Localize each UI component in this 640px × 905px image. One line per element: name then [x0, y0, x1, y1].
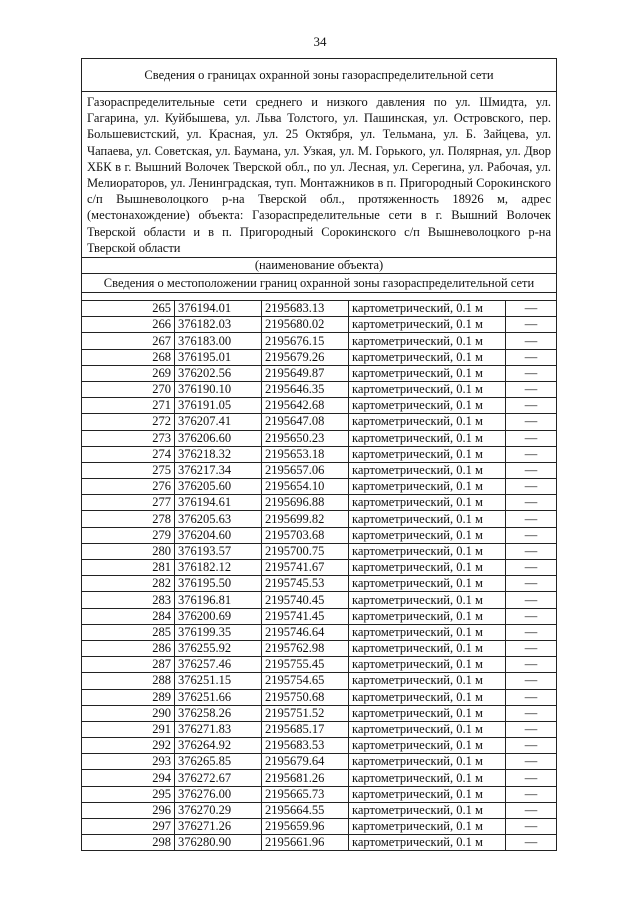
point-number-cell: 277: [82, 495, 175, 511]
note-cell: —: [506, 365, 557, 381]
y-coordinate-cell: 2195683.13: [262, 301, 349, 317]
table-row: [82, 624, 556, 640]
document-frame: [81, 58, 557, 851]
method-cell: картометрический, 0.1 м: [349, 495, 506, 511]
table-row: [82, 462, 556, 478]
method-cell: картометрический, 0.1 м: [349, 462, 506, 478]
y-coordinate-cell: 2195676.15: [262, 333, 349, 349]
point-number-cell: 282: [82, 576, 175, 592]
y-coordinate-cell: 2195746.64: [262, 624, 349, 640]
table-row: [82, 349, 556, 365]
point-number-cell: 278: [82, 511, 175, 527]
note-cell: —: [506, 576, 557, 592]
note-cell: —: [506, 446, 557, 462]
y-coordinate-cell: 2195762.98: [262, 640, 349, 656]
point-number-cell: 279: [82, 527, 175, 543]
point-number-cell: 272: [82, 414, 175, 430]
note-cell: —: [506, 560, 557, 576]
note-cell: —: [506, 511, 557, 527]
table-row: [82, 365, 556, 381]
method-cell: картометрический, 0.1 м: [349, 446, 506, 462]
point-number-cell: 292: [82, 738, 175, 754]
x-coordinate-cell: 376251.66: [175, 689, 262, 705]
point-number-cell: 266: [82, 317, 175, 333]
y-coordinate-cell: 2195646.35: [262, 381, 349, 397]
y-coordinate-cell: 2195649.87: [262, 365, 349, 381]
method-cell: картометрический, 0.1 м: [349, 511, 506, 527]
y-coordinate-cell: 2195647.08: [262, 414, 349, 430]
method-cell: картометрический, 0.1 м: [349, 349, 506, 365]
x-coordinate-cell: 376199.35: [175, 624, 262, 640]
point-number-cell: 273: [82, 430, 175, 446]
note-cell: —: [506, 381, 557, 397]
note-cell: —: [506, 640, 557, 656]
note-cell: —: [506, 689, 557, 705]
table-row: [82, 640, 556, 656]
y-coordinate-cell: 2195679.26: [262, 349, 349, 365]
table-row: [82, 560, 556, 576]
point-number-cell: 296: [82, 802, 175, 818]
x-coordinate-cell: 376270.29: [175, 802, 262, 818]
point-number-cell: 281: [82, 560, 175, 576]
method-cell: картометрический, 0.1 м: [349, 689, 506, 705]
point-number-cell: 269: [82, 365, 175, 381]
note-cell: —: [506, 592, 557, 608]
y-coordinate-cell: 2195657.06: [262, 462, 349, 478]
table-row: [82, 414, 556, 430]
note-cell: —: [506, 770, 557, 786]
y-coordinate-cell: 2195661.96: [262, 835, 349, 851]
y-coordinate-cell: 2195699.82: [262, 511, 349, 527]
page-number: 34: [313, 34, 327, 49]
table-row: [82, 786, 556, 802]
table-row: [82, 738, 556, 754]
table-row: [82, 430, 556, 446]
x-coordinate-cell: 376194.01: [175, 301, 262, 317]
method-cell: картометрический, 0.1 м: [349, 624, 506, 640]
y-coordinate-cell: 2195700.75: [262, 543, 349, 559]
point-number-cell: 267: [82, 333, 175, 349]
x-coordinate-cell: 376182.12: [175, 560, 262, 576]
table-row: [82, 770, 556, 786]
note-cell: —: [506, 527, 557, 543]
method-cell: картометрический, 0.1 м: [349, 592, 506, 608]
x-coordinate-cell: 376200.69: [175, 608, 262, 624]
x-coordinate-cell: 376257.46: [175, 657, 262, 673]
x-coordinate-cell: 376271.26: [175, 819, 262, 835]
object-description: Газораспределительные сети среднего и низкого давления по ул. Шмидта, ул. Гагарина, ул. Куйбышева, ул. Льва Толстого, ул. Пашинская, ул. Островского, пер. Большевистский, ул. Красная, ул. 25 Октября, ул. Тельмана, ул. Б. Зайцева, ул. Чапаева, ул. Советская, ул. Баумана, ул. Узкая, ул. М. Горького, ул. Полярная, ул. Двор ХБК в г. Вышний Волочек Тверской обл., по ул. Лесная, ул. Серегина, ул. Рабочая, ул. Мелиораторов, ул. Ленинградская, туп. Монтажников в п. Пригородный Сорокинского с/п Вышневолоцкого р-на Тверской обл., протяженность 18926 м, адрес (местонахождение) объекта: Газораспределительные сети в г. Вышний Волочек Тверской области и в п. Пригородный Сорокинского с/п Вышневолоцкого р-на Тверской области: [82, 92, 556, 258]
method-cell: картометрический, 0.1 м: [349, 640, 506, 656]
method-cell: картометрический, 0.1 м: [349, 608, 506, 624]
method-cell: картометрический, 0.1 м: [349, 770, 506, 786]
table-row: [82, 576, 556, 592]
x-coordinate-cell: 376280.90: [175, 835, 262, 851]
y-coordinate-cell: 2195683.53: [262, 738, 349, 754]
note-cell: —: [506, 802, 557, 818]
note-cell: —: [506, 657, 557, 673]
method-cell: картометрический, 0.1 м: [349, 381, 506, 397]
point-number-cell: 285: [82, 624, 175, 640]
table-row: [82, 301, 556, 317]
point-number-cell: 283: [82, 592, 175, 608]
note-cell: —: [506, 479, 557, 495]
y-coordinate-cell: 2195664.55: [262, 802, 349, 818]
table-row: [82, 592, 556, 608]
note-cell: —: [506, 705, 557, 721]
note-cell: —: [506, 819, 557, 835]
table-row: [82, 802, 556, 818]
y-coordinate-cell: 2195679.64: [262, 754, 349, 770]
point-number-cell: 284: [82, 608, 175, 624]
note-cell: —: [506, 786, 557, 802]
method-cell: картометрический, 0.1 м: [349, 738, 506, 754]
table-row: [82, 543, 556, 559]
table-row: [82, 527, 556, 543]
x-coordinate-cell: 376202.56: [175, 365, 262, 381]
note-cell: —: [506, 543, 557, 559]
point-number-cell: 286: [82, 640, 175, 656]
point-number-cell: 268: [82, 349, 175, 365]
point-number-cell: 298: [82, 835, 175, 851]
coordinates-table: [82, 301, 556, 850]
y-coordinate-cell: 2195685.17: [262, 721, 349, 737]
point-number-cell: 293: [82, 754, 175, 770]
table-row: [82, 819, 556, 835]
x-coordinate-cell: 376251.15: [175, 673, 262, 689]
method-cell: картометрический, 0.1 м: [349, 754, 506, 770]
method-cell: картометрический, 0.1 м: [349, 317, 506, 333]
y-coordinate-cell: 2195665.73: [262, 786, 349, 802]
note-cell: —: [506, 495, 557, 511]
note-cell: —: [506, 349, 557, 365]
x-coordinate-cell: 376217.34: [175, 462, 262, 478]
x-coordinate-cell: 376272.67: [175, 770, 262, 786]
x-coordinate-cell: 376218.32: [175, 446, 262, 462]
y-coordinate-cell: 2195741.45: [262, 608, 349, 624]
x-coordinate-cell: 376276.00: [175, 786, 262, 802]
point-number-cell: 274: [82, 446, 175, 462]
table-row: [82, 673, 556, 689]
table-row: [82, 689, 556, 705]
table-row: [82, 657, 556, 673]
table-row: [82, 333, 556, 349]
point-number-cell: 288: [82, 673, 175, 689]
table-row: [82, 317, 556, 333]
method-cell: картометрический, 0.1 м: [349, 673, 506, 689]
x-coordinate-cell: 376264.92: [175, 738, 262, 754]
note-cell: —: [506, 721, 557, 737]
table-row: [82, 495, 556, 511]
x-coordinate-cell: 376204.60: [175, 527, 262, 543]
y-coordinate-cell: 2195681.26: [262, 770, 349, 786]
x-coordinate-cell: 376190.10: [175, 381, 262, 397]
method-cell: картометрический, 0.1 м: [349, 657, 506, 673]
object-caption: (наименование объекта): [82, 258, 556, 274]
y-coordinate-cell: 2195741.67: [262, 560, 349, 576]
y-coordinate-cell: 2195696.88: [262, 495, 349, 511]
table-row: [82, 721, 556, 737]
x-coordinate-cell: 376191.05: [175, 398, 262, 414]
point-number-cell: 294: [82, 770, 175, 786]
y-coordinate-cell: 2195750.68: [262, 689, 349, 705]
method-cell: картометрический, 0.1 м: [349, 576, 506, 592]
y-coordinate-cell: 2195654.10: [262, 479, 349, 495]
point-number-cell: 297: [82, 819, 175, 835]
y-coordinate-cell: 2195653.18: [262, 446, 349, 462]
x-coordinate-cell: 376207.41: [175, 414, 262, 430]
note-cell: —: [506, 462, 557, 478]
table-row: [82, 446, 556, 462]
method-cell: картометрический, 0.1 м: [349, 301, 506, 317]
y-coordinate-cell: 2195751.52: [262, 705, 349, 721]
point-number-cell: 276: [82, 479, 175, 495]
note-cell: —: [506, 738, 557, 754]
x-coordinate-cell: 376206.60: [175, 430, 262, 446]
x-coordinate-cell: 376271.83: [175, 721, 262, 737]
y-coordinate-cell: 2195740.45: [262, 592, 349, 608]
note-cell: —: [506, 414, 557, 430]
y-coordinate-cell: 2195642.68: [262, 398, 349, 414]
y-coordinate-cell: 2195680.02: [262, 317, 349, 333]
x-coordinate-cell: 376205.63: [175, 511, 262, 527]
point-number-cell: 275: [82, 462, 175, 478]
table-row: [82, 398, 556, 414]
x-coordinate-cell: 376196.81: [175, 592, 262, 608]
method-cell: картометрический, 0.1 м: [349, 721, 506, 737]
table-row: [82, 381, 556, 397]
x-coordinate-cell: 376265.85: [175, 754, 262, 770]
x-coordinate-cell: 376183.00: [175, 333, 262, 349]
table-row: [82, 705, 556, 721]
table-row: [82, 479, 556, 495]
point-number-cell: 295: [82, 786, 175, 802]
y-coordinate-cell: 2195755.45: [262, 657, 349, 673]
method-cell: картометрический, 0.1 м: [349, 414, 506, 430]
table-row: [82, 511, 556, 527]
method-cell: картометрический, 0.1 м: [349, 527, 506, 543]
note-cell: —: [506, 835, 557, 851]
header-spacer: [82, 293, 556, 301]
x-coordinate-cell: 376205.60: [175, 479, 262, 495]
location-title: Сведения о местоположении границ охранной зоны газораспределительной сети: [82, 274, 556, 293]
note-cell: —: [506, 430, 557, 446]
note-cell: —: [506, 333, 557, 349]
method-cell: картометрический, 0.1 м: [349, 835, 506, 851]
y-coordinate-cell: 2195659.96: [262, 819, 349, 835]
point-number-cell: 289: [82, 689, 175, 705]
method-cell: картометрический, 0.1 м: [349, 560, 506, 576]
note-cell: —: [506, 673, 557, 689]
note-cell: —: [506, 754, 557, 770]
method-cell: картометрический, 0.1 м: [349, 786, 506, 802]
x-coordinate-cell: 376255.92: [175, 640, 262, 656]
x-coordinate-cell: 376193.57: [175, 543, 262, 559]
method-cell: картометрический, 0.1 м: [349, 398, 506, 414]
point-number-cell: 270: [82, 381, 175, 397]
method-cell: картометрический, 0.1 м: [349, 365, 506, 381]
y-coordinate-cell: 2195650.23: [262, 430, 349, 446]
point-number-cell: 265: [82, 301, 175, 317]
method-cell: картометрический, 0.1 м: [349, 802, 506, 818]
note-cell: —: [506, 317, 557, 333]
y-coordinate-cell: 2195745.53: [262, 576, 349, 592]
method-cell: картометрический, 0.1 м: [349, 819, 506, 835]
point-number-cell: 271: [82, 398, 175, 414]
note-cell: —: [506, 608, 557, 624]
x-coordinate-cell: 376258.26: [175, 705, 262, 721]
x-coordinate-cell: 376195.01: [175, 349, 262, 365]
table-row: [82, 608, 556, 624]
note-cell: —: [506, 398, 557, 414]
x-coordinate-cell: 376194.61: [175, 495, 262, 511]
table-row: [82, 754, 556, 770]
note-cell: —: [506, 624, 557, 640]
method-cell: картометрический, 0.1 м: [349, 705, 506, 721]
x-coordinate-cell: 376195.50: [175, 576, 262, 592]
point-number-cell: 291: [82, 721, 175, 737]
section-title: Сведения о границах охранной зоны газораспределительной сети: [82, 59, 556, 92]
point-number-cell: 280: [82, 543, 175, 559]
table-row: [82, 835, 556, 851]
method-cell: картометрический, 0.1 м: [349, 430, 506, 446]
method-cell: картометрический, 0.1 м: [349, 479, 506, 495]
point-number-cell: 290: [82, 705, 175, 721]
y-coordinate-cell: 2195754.65: [262, 673, 349, 689]
x-coordinate-cell: 376182.03: [175, 317, 262, 333]
point-number-cell: 287: [82, 657, 175, 673]
note-cell: —: [506, 301, 557, 317]
method-cell: картометрический, 0.1 м: [349, 333, 506, 349]
method-cell: картометрический, 0.1 м: [349, 543, 506, 559]
y-coordinate-cell: 2195703.68: [262, 527, 349, 543]
